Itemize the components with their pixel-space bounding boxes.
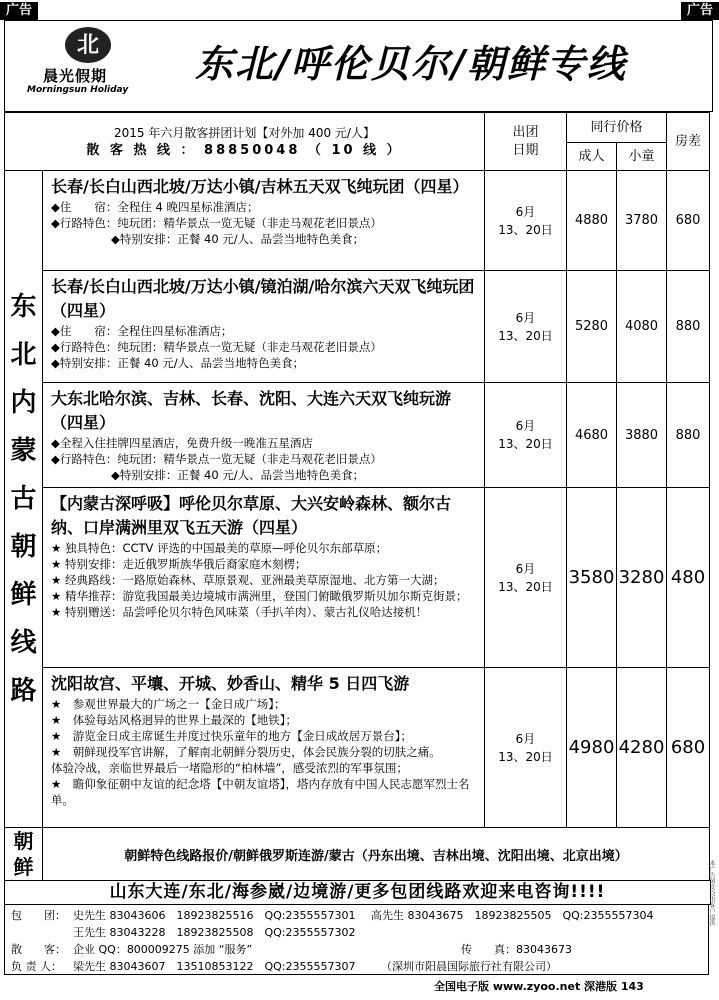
contact-label: 散 客：: [11, 943, 66, 956]
hotline: 散 客 热 线 ： 88850048 （ 10 线 ）: [86, 142, 403, 158]
route-line: ◆特别安排：正餐 40 元/人、品尝当地特色美食；: [51, 356, 305, 370]
ad-tag-left: 广告: [0, 2, 38, 20]
route-line: ★ 游览金日成主席诞生并度过快乐童年的地方【金日成故居万景台】；: [51, 729, 413, 743]
route-line: 体验冷战，亲临世界最后一堵隐形的“柏林墙”，感受浓烈的军事氛围；: [51, 761, 408, 775]
logo-mark-icon: 北: [65, 27, 111, 63]
route-line: ★ 特别安排：走近俄罗斯族华俄后裔家庭木刻楞；: [51, 557, 307, 571]
child-price: 3280: [617, 488, 667, 668]
contact-value: 高先生 83043675 18923825505 QQ:2355557304: [371, 909, 654, 922]
route-date: 6月 13、20日: [485, 171, 567, 271]
contact-value: 企业 QQ：800009275 添加 “服务”: [73, 943, 253, 956]
promo-banner: 山东大连/东北/海参崴/边境游/更多包团线路欢迎来电咨询!!!!: [4, 880, 711, 905]
route-line: ◆住 宿：全程住 4 晚四星标准酒店；: [51, 200, 259, 214]
table-row: [5, 668, 710, 828]
adult-price: 5280: [567, 271, 617, 383]
room-price: 480: [667, 488, 710, 668]
header: [4, 20, 713, 112]
contacts: [4, 905, 709, 975]
route-line: ◆特别安排：正餐 40 元/人、品尝当地特色美食；: [111, 232, 365, 246]
route-table: [4, 112, 710, 881]
adult-price: 4680: [567, 383, 617, 488]
route-line: ★ 体验每站风格迥异的世界上最深的【地铁】；: [51, 713, 298, 727]
logo: [13, 25, 163, 109]
adult-price: 4980: [567, 668, 617, 828]
contact-value: 梁先生 83043607 13510853122 QQ:2355557307: [73, 960, 356, 973]
route-date: 6月 13、20日: [485, 383, 567, 488]
room-price: 880: [667, 271, 710, 383]
plan-intro: [5, 113, 485, 171]
child-price: 4280: [617, 668, 667, 828]
room-header: 房差: [667, 113, 710, 171]
contact-label: 负 责 人：: [11, 960, 62, 973]
table-row: [5, 828, 710, 881]
route-line: ★ 独具特色：CCTV 评选的中国最美的草原—呼伦贝尔东部草原；: [51, 541, 388, 555]
child-price: 3880: [617, 383, 667, 488]
contact-value: 王先生 83043228 18923825508 QQ:2355557302: [73, 926, 356, 939]
route-title: 【内蒙古深呼吸】呼伦贝尔草原、大兴安岭森林、额尔古纳、口岸满洲里双飞五天游（四星）: [51, 494, 452, 537]
adult-price: 3580: [567, 488, 617, 668]
route-date: 6月 13、20日: [485, 488, 567, 668]
adult-price: 4880: [567, 171, 617, 271]
table-row: [5, 171, 710, 271]
logo-name: 晨光假期: [43, 67, 108, 85]
route-desc: [43, 383, 485, 488]
route-line: ★ 经典路线：一路原始森林、草原景观、亚洲最美草原湿地、北方第一大湖；: [51, 573, 445, 587]
date-header-line2: 日期: [512, 142, 539, 158]
table-row: [5, 383, 710, 488]
side-label-korea: 朝 鲜: [5, 828, 43, 881]
route-line: ★ 瞻仰象征朝中友谊的纪念塔【中朝友谊塔】，塔内存放有中国人民志愿军烈士名单。: [51, 777, 470, 807]
contact-label: 包 团：: [11, 909, 66, 922]
adult-header: 成人: [567, 143, 617, 171]
contact-value: 传 真：83043673: [461, 943, 572, 956]
route-line: ◆全程入住挂牌四星酒店，免费升级一晚准五星酒店: [51, 436, 313, 450]
route-title: 大东北哈尔滨、吉林、长春、沈阳、大连六天双飞纯玩游（四星）: [51, 389, 452, 432]
table-row: [5, 488, 710, 668]
route-line: ◆行路特色：纯玩团：精华景点一览无疑（非走马观花老旧景点）: [51, 340, 382, 354]
route-desc: [43, 171, 485, 271]
date-header-line1: 出团: [512, 124, 539, 140]
route-title: 长春/长白山西北坡/万达小镇/镜泊湖/哈尔滨六天双飞纯玩团（四星）: [51, 277, 475, 320]
route-line: ★ 精华推荐：游览我国最美边境城市满洲里，登国门俯瞰俄罗斯贝加尔斯克街景；: [51, 589, 468, 603]
korea-info: 朝鲜特色线路报价/朝鲜俄罗斯连游/蒙古（丹东出境、吉林出境、沈阳出境、北京出境）: [43, 828, 710, 881]
contact-value: 史先生 83043606 18923825516 QQ:2355557301: [73, 909, 356, 922]
plan-text: 2015 年六月散客拼团计划【对外加 400 元/人】: [114, 125, 375, 140]
footer: 全国电子版 www.zyoo.net 深港版 143: [434, 980, 644, 993]
route-date: 6月 13、20日: [485, 271, 567, 383]
contact-value: （深圳市阳晨国际旅行社有限公司）: [381, 960, 557, 973]
route-desc: [43, 488, 485, 668]
route-line: ◆特别安排：正餐 40 元/人、品尝当地特色美食；: [111, 468, 365, 482]
side-label-northeast: 东 北 内 蒙 古 朝 鲜 线 路: [5, 171, 43, 828]
route-line: ★ 参观世界最大的广场之一【金日成广场】；: [51, 697, 286, 711]
room-price: 680: [667, 668, 710, 828]
route-desc: [43, 271, 485, 383]
logo-name-en: Morningsun Holiday: [27, 85, 129, 95]
route-line: ★ 特别赠送：品尝呼伦贝尔特色风味菜（手扒羊肉）、蒙古礼仪哈达接机！: [51, 605, 428, 619]
child-price: 4080: [617, 271, 667, 383]
room-price: 880: [667, 383, 710, 488]
child-price: 3780: [617, 171, 667, 271]
table-row: [5, 271, 710, 383]
route-line: ◆行路特色：纯玩团：精华景点一览无疑（非走马观花老旧景点）: [51, 216, 382, 230]
route-line: ◆住 宿：全程住四星标准酒店；: [51, 324, 233, 338]
page-title: 东北/呼伦贝尔/朝鲜专线: [195, 41, 627, 86]
route-date: 6月 13、20日: [485, 668, 567, 828]
date-header: [485, 113, 567, 171]
price-header: 同行价格: [567, 113, 667, 143]
route-line: ◆行路特色：纯玩团：精华景点一览无疑（非走马观花老旧景点）: [51, 452, 382, 466]
child-header: 小童: [617, 143, 667, 171]
route-desc: [43, 668, 485, 828]
side-note: 本广告图文均由客户提供: [708, 860, 715, 926]
route-title: 沈阳故宫、平壤、开城、妙香山、精华 5 日四飞游: [51, 674, 410, 693]
room-price: 680: [667, 171, 710, 271]
route-title: 长春/长白山西北坡/万达小镇/吉林五天双飞纯玩团（四星）: [51, 177, 469, 196]
route-line: ★ 朝鲜现役军官讲解，了解南北朝鲜分裂历史，体会民族分裂的切肤之痛。: [51, 745, 441, 759]
ad-tag-right: 广告: [681, 2, 719, 20]
